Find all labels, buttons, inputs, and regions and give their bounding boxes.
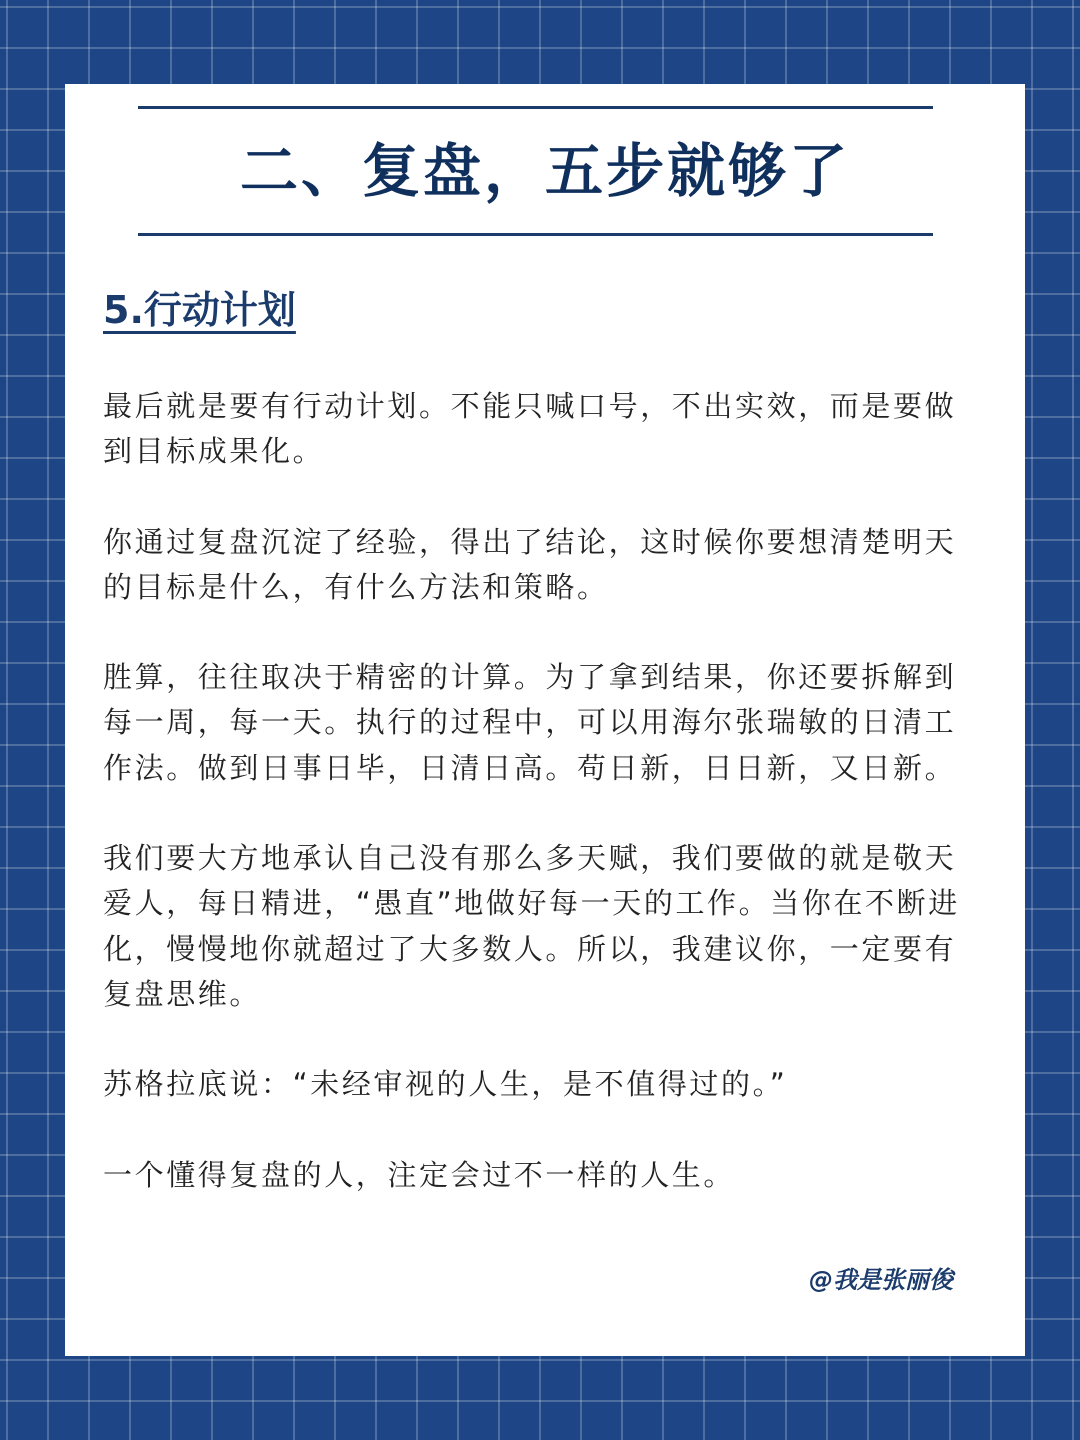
- paragraph: 最后就是要有行动计划。不能只喊口号，不出实效，而是要做到目标成果化。: [103, 389, 957, 469]
- paragraph: 苏格拉底说：“未经审视的人生，是不值得过的。”: [103, 1067, 788, 1102]
- section-heading: 5.行动计划: [103, 288, 296, 332]
- paragraph: 胜算，往往取决于精密的计算。为了拿到结果，你还要拆解到每一周，每一天。执行的过程中，可以用海尔张瑞敏的日清工作法。做到日事日毕，日清日高。苟日新，日日新，又日新。: [103, 660, 957, 785]
- paragraph: 我们要大方地承认自己没有那么多天赋，我们要做的就是敬天爱人，每日精进，“愚直”地做好每一天的工作。当你在不断进化，慢慢地你就超过了大多数人。所以，我建议你，一定要有复盘思维。: [103, 841, 960, 1011]
- page-title: 二、复盘，五步就够了: [239, 137, 850, 205]
- paragraph: 你通过复盘沉淀了经验，得出了结论，这时候你要想清楚明天的目标是什么，有什么方法和策略。: [103, 524, 957, 604]
- author-signature: @我是张丽俊: [809, 1266, 953, 1294]
- body-text: [103, 384, 983, 1243]
- title-top-rule: [138, 106, 933, 109]
- paragraph: 一个懂得复盘的人，注定会过不一样的人生。: [103, 1157, 736, 1192]
- content-card: [65, 84, 1025, 1356]
- title-bottom-rule: [138, 233, 933, 236]
